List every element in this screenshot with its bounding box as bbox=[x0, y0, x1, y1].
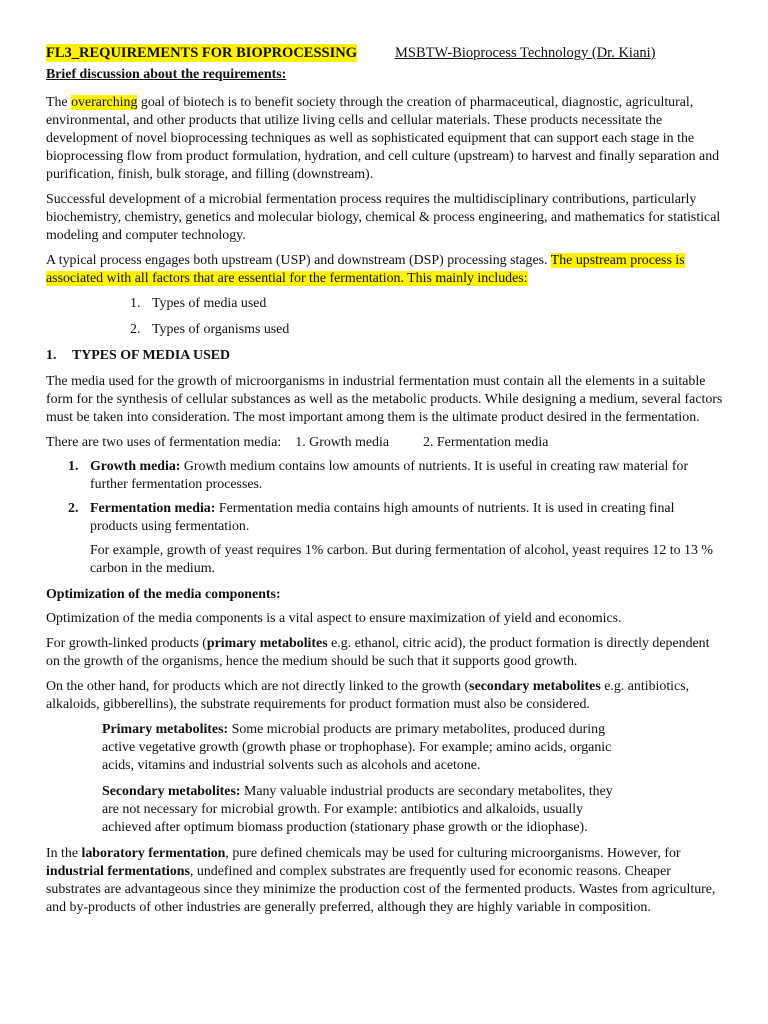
paragraph-intro: The overarching goal of biotech is to benefit society through the creation of pharmaceutical, diagnostic, agricultural, environmental, and other products that utilize living cells and cellular materials. These products necessitate the development of novel bioprocessing techniques as well as sophisticated equipment that can support each stage in the bioprocessing flow from product formulation, hydration, and cell culture (upstream) to harvest and finally separation and purification, finish, bulk storage, and filling (downstream). bbox=[46, 95, 720, 182]
section-heading-media: 1. TYPES OF MEDIA USED bbox=[46, 348, 231, 363]
list-item: 2. Types of organisms used bbox=[130, 322, 290, 337]
paragraph-process: A typical process engages both upstream (USP) and downstream (DSP) processing stages. The upstream process is associated with all factors that are essential for the fermentation. This mainly includes: bbox=[46, 253, 685, 286]
paragraph-development: Successful development of a microbial fermentation process requires the multidisciplinary contributions, particularly biochemistry, chemistry, genetics and molecular biology, chemical & process engineering, and mathematics for statistical modeling and computer technology. bbox=[46, 192, 721, 243]
subheading: Brief discussion about the requirements: bbox=[46, 67, 287, 82]
upstream-list bbox=[46, 295, 724, 339]
media-uses-line: There are two uses of fermentation media: 1. Growth media 2. Fermentation media bbox=[46, 435, 549, 450]
paragraph-optimization: Optimization of the media components is a vital aspect to ensure maximization of yield and economics. bbox=[46, 611, 622, 626]
highlighted-text: overarching bbox=[71, 95, 138, 110]
media-item-growth: 1. Growth media: Growth medium contains low amounts of nutrients. It is useful in creating raw material for further fermentation processes. bbox=[68, 459, 689, 492]
paragraph-primary: For growth-linked products (primary metabolites e.g. ethanol, citric acid), the product formation is directly dependent on the growth of the organisms, hence the medium should be such that it supports good growth. bbox=[46, 636, 710, 669]
primary-metabolites-block: Primary metabolites: Some microbial products are primary metabolites, produced during active vegetative growth (growth phase or trophophase). For example; amino acids, organic acids, vitamins and industrial solvents such as alcohols and acetone. bbox=[102, 722, 612, 773]
document-header bbox=[46, 44, 724, 62]
media-item-fermentation: 2. Fermentation media: Fermentation media contains high amounts of nutrients. It is used in creating final products using fermentation. bbox=[68, 501, 675, 534]
paragraph-substrates: In the laboratory fermentation, pure defined chemicals may be used for culturing microorganisms. However, for industrial fermentations, undefined and complex substrates are frequently used for economic reasons. Cheaper substrates are advantageous since they minimize the production cost of the fermented products. Wastes from agriculture, and by-products of other industries are generally preferred, although they are highly variable in composition. bbox=[46, 846, 716, 915]
highlighted-text: The upstream process is associated with all factors that are essential for the fermentation. This mainly includes: bbox=[46, 253, 685, 286]
paragraph-media: The media used for the growth of microorganisms in industrial fermentation must contain all the elements in a suitable form for the synthesis of cellular substances as well as the metabolic products. While designing a medium, several factors must be taken into consideration. The most important among them is the ultimate product desired in the fermentation. bbox=[46, 374, 723, 425]
list-item: 1. Types of media used bbox=[130, 296, 267, 311]
optimization-heading: Optimization of the media components: bbox=[46, 587, 281, 602]
media-example-note: For example, growth of yeast requires 1% carbon. But during fermentation of alcohol, yeast requires 12 to 13 % carbon in the medium. bbox=[90, 543, 713, 576]
course-label: MSBTW-Bioprocess Technology (Dr. Kiani) bbox=[395, 45, 656, 61]
paragraph-secondary: On the other hand, for products which are not directly linked to the growth (secondary metabolites e.g. antibiotics, alkaloids, gibberellins), the substrate requirements for product formation must also be considered. bbox=[46, 679, 690, 712]
document-title: FL3_REQUIREMENTS FOR BIOPROCESSING bbox=[46, 45, 357, 61]
secondary-metabolites-block: Secondary metabolites: Many valuable industrial products are secondary metabolites, they are not necessary for microbial growth. For example: antibiotics and alkaloids, usually achieved after optimum biomass production (stationary phase growth or the idiophase). bbox=[102, 784, 613, 835]
